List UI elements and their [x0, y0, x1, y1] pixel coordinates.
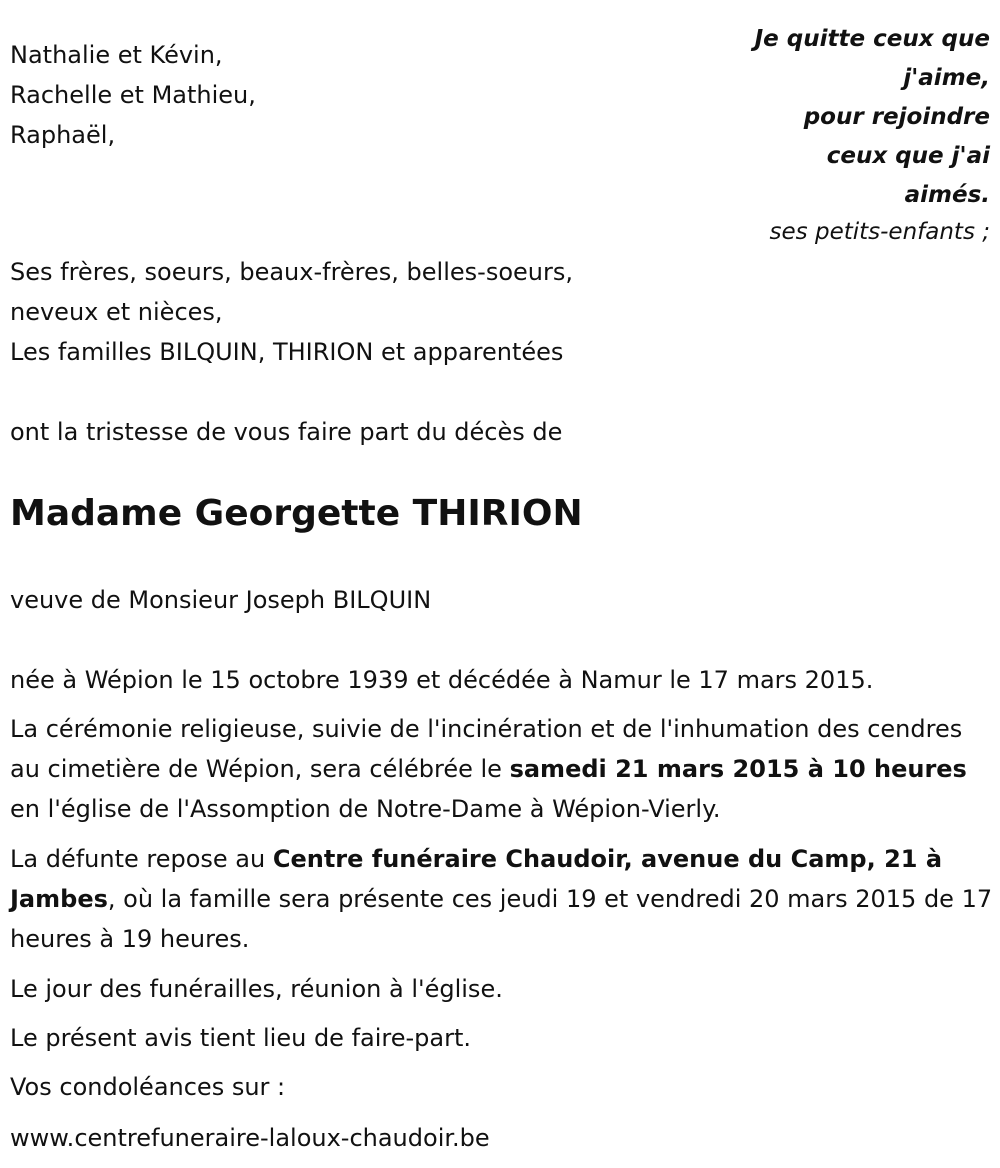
deceased-name: Madame Georgette THIRION [10, 493, 583, 534]
quote-line-4: ceux que j'ai [826, 143, 990, 169]
quote-line-5: aimés. [904, 182, 990, 208]
quote-line-3: pour rejoindre [803, 104, 990, 130]
condolences-label: Vos condoléances sur : [10, 1073, 286, 1101]
quote-verse [690, 20, 990, 215]
family-more-line-2: neveux et nièces, [10, 298, 223, 326]
ceremony-paragraph [10, 709, 995, 829]
ceremony-text-before: La cérémonie religieuse, suivie de l'incinération et de l'inhumation des cendres au cimetière de Wépion, sera célébrée le [10, 715, 963, 783]
announcement-text: ont la tristesse de vous faire part du décès de [10, 418, 563, 446]
notice-text: Le présent avis tient lieu de faire-part. [10, 1024, 472, 1052]
rest-text-before: La défunte repose au [10, 845, 273, 873]
family-line-1: Nathalie et Kévin, [10, 41, 223, 69]
rest-text-after: , où la famille sera présente ces jeudi 19 et vendredi 20 mars 2015 de 17 heures à 19 heures. [10, 885, 993, 953]
website-link[interactable]: www.centrefuneraire-laloux-chaudoir.be [10, 1124, 490, 1152]
ceremony-date-time: samedi 21 mars 2015 à 10 heures [509, 755, 967, 783]
quote-signature: ses petits-enfants ; [769, 219, 990, 245]
quote-line-2: j'aime, [903, 65, 990, 91]
ceremony-text-after: en l'église de l'Assomption de Notre-Dame à Wépion-Vierly. [10, 795, 721, 823]
funeral-center-address: Centre funéraire Chaudoir, avenue du Camp, 21 à Jambes [10, 845, 943, 913]
family-more-line-1: Ses frères, soeurs, beaux-frères, belles-soeurs, [10, 258, 573, 286]
family-line-3: Raphaël, [10, 121, 116, 149]
meeting-text: Le jour des funérailles, réunion à l'église. [10, 975, 503, 1003]
rest-paragraph [10, 839, 995, 959]
widow-of-text: veuve de Monsieur Joseph BILQUIN [10, 586, 432, 614]
birth-death-text: née à Wépion le 15 octobre 1939 et décédée à Namur le 17 mars 2015. [10, 666, 874, 694]
quote-line-1: Je quitte ceux que [754, 26, 990, 52]
family-more-line-3: Les familles BILQUIN, THIRION et apparentées [10, 338, 564, 366]
family-line-2: Rachelle et Mathieu, [10, 81, 256, 109]
